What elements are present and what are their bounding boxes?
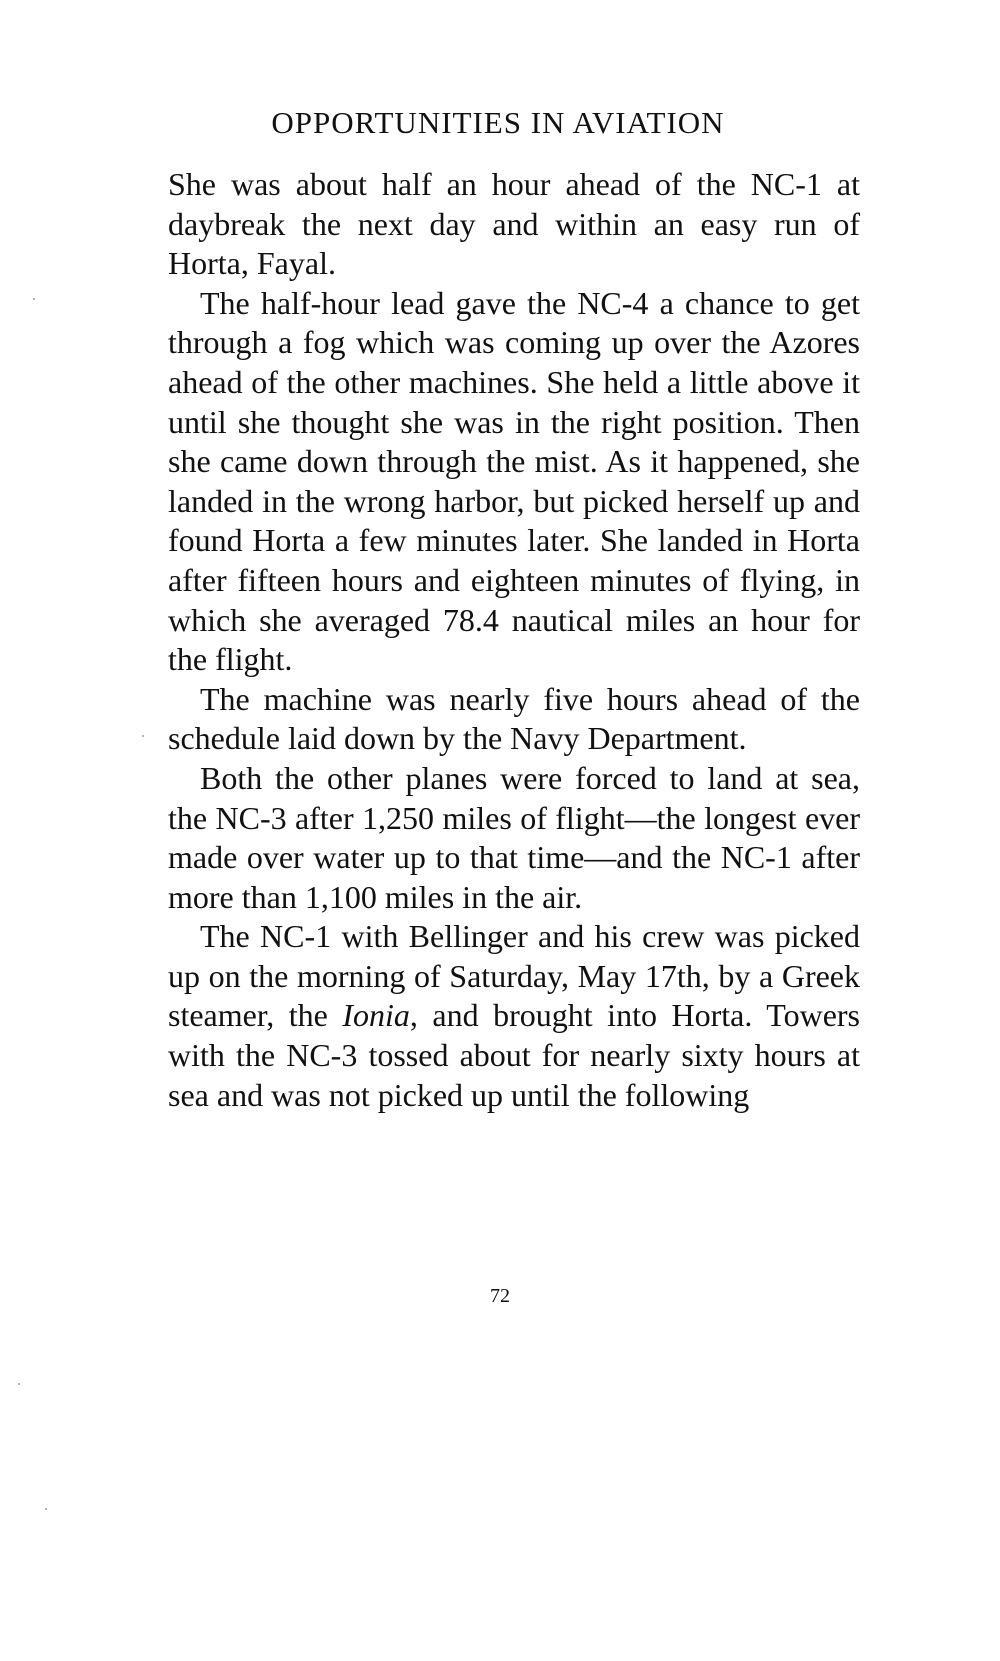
paper-speck xyxy=(142,735,144,737)
paper-speck xyxy=(33,298,35,300)
running-head: OPPORTUNITIES IN AVIATION xyxy=(271,105,725,140)
paragraph: The half-hour lead gave the NC-4 a chance to get through a fog which was coming up over the Azores ahead of the other machines. She held a little above it until she thought she was in the right position. Then she came down through the mist. As it happened, she landed in the wrong harbor, but picked herself up and found Horta a few minutes later. She landed in Horta after fifteen hours and eighteen minutes of flying, in which she averaged 78.4 nautical miles an hour for the flight. xyxy=(168,284,860,678)
paragraph: Both the other planes were forced to land at sea, the NC-3 after 1,250 miles of flight—the longest ever made over water up to that time—and the NC-1 after more than 1,100 miles in the air. xyxy=(168,759,860,915)
paragraph: She was about half an hour ahead of the NC-1 at daybreak the next day and within an easy run of Horta, Fayal. xyxy=(168,166,860,282)
paper-speck xyxy=(45,1508,47,1510)
paragraph-last xyxy=(168,917,860,1115)
ship-name: Ionia xyxy=(342,997,410,1034)
paper-speck xyxy=(18,1383,20,1385)
paragraph-text: , and brought into Horta. Towers with the NC-3 tossed about for nearly sixty hours at sea and was not picked up until the following xyxy=(168,997,861,1113)
page-number: 72 xyxy=(490,1285,510,1307)
body-text xyxy=(168,165,860,1115)
paragraph-text: The NC-1 with Bellinger and his crew was picked up on the morning of Saturday, May 17th, by a Greek steamer, the xyxy=(168,918,860,1034)
paragraph: The machine was nearly five hours ahead of the schedule laid down by the Navy Department. xyxy=(168,680,860,757)
